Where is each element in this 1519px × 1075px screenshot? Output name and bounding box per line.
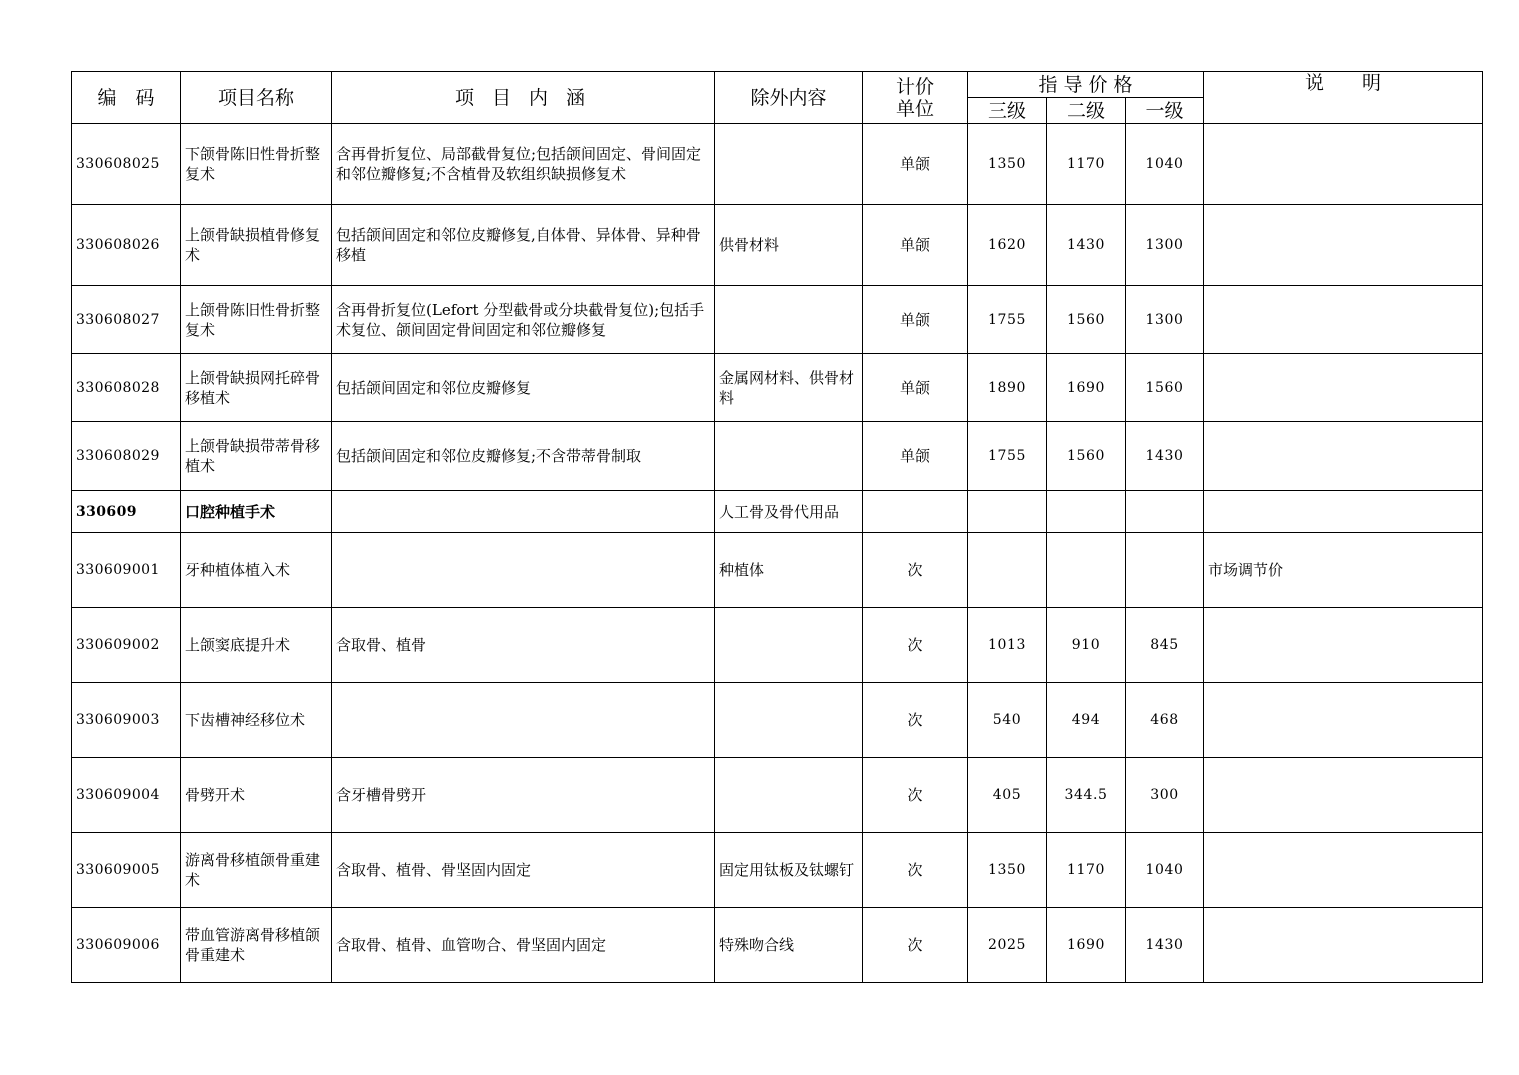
cell-price-level2: 1170 bbox=[1047, 124, 1126, 205]
cell-unit: 单颌 bbox=[863, 422, 968, 491]
cell-content: 包括颌间固定和邻位皮瓣修复 bbox=[332, 354, 715, 422]
header-note: 说 明 bbox=[1204, 72, 1483, 124]
cell-note bbox=[1204, 608, 1483, 683]
price-table bbox=[71, 71, 1483, 983]
cell-note bbox=[1204, 286, 1483, 354]
header-level3: 三级 bbox=[968, 98, 1047, 124]
cell-excluded bbox=[715, 422, 863, 491]
cell-excluded bbox=[715, 286, 863, 354]
cell-note bbox=[1204, 205, 1483, 286]
cell-unit: 次 bbox=[863, 908, 968, 983]
cell-name: 下齿槽神经移位术 bbox=[181, 683, 332, 758]
cell-name: 上颌骨缺损带蒂骨移植术 bbox=[181, 422, 332, 491]
cell-excluded: 固定用钛板及钛螺钉 bbox=[715, 833, 863, 908]
cell-unit: 单颌 bbox=[863, 124, 968, 205]
table-row bbox=[72, 833, 1483, 908]
cell-unit: 次 bbox=[863, 608, 968, 683]
table-row bbox=[72, 608, 1483, 683]
cell-code: 330609006 bbox=[72, 908, 181, 983]
cell-note bbox=[1204, 354, 1483, 422]
table-row bbox=[72, 286, 1483, 354]
cell-content bbox=[332, 491, 715, 533]
cell-price-level1: 1300 bbox=[1126, 286, 1204, 354]
cell-excluded: 种植体 bbox=[715, 533, 863, 608]
cell-code: 330609 bbox=[72, 491, 181, 533]
price-table-page bbox=[71, 71, 1483, 983]
cell-code: 330608027 bbox=[72, 286, 181, 354]
cell-note bbox=[1204, 908, 1483, 983]
cell-price-level1 bbox=[1126, 533, 1204, 608]
table-row bbox=[72, 354, 1483, 422]
cell-price-level2: 1560 bbox=[1047, 422, 1126, 491]
header-level1: 一级 bbox=[1126, 98, 1204, 124]
cell-price-level2: 494 bbox=[1047, 683, 1126, 758]
cell-price-level3: 405 bbox=[968, 758, 1047, 833]
cell-name: 骨劈开术 bbox=[181, 758, 332, 833]
cell-excluded bbox=[715, 608, 863, 683]
header-name: 项目名称 bbox=[181, 72, 332, 124]
cell-price-level1: 1040 bbox=[1126, 124, 1204, 205]
cell-price-level2: 344.5 bbox=[1047, 758, 1126, 833]
cell-note bbox=[1204, 422, 1483, 491]
cell-note: 市场调节价 bbox=[1204, 533, 1483, 608]
header-code: 编 码 bbox=[72, 72, 181, 124]
cell-excluded bbox=[715, 124, 863, 205]
cell-price-level3: 1350 bbox=[968, 124, 1047, 205]
cell-price-level1: 1560 bbox=[1126, 354, 1204, 422]
cell-code: 330608029 bbox=[72, 422, 181, 491]
cell-note bbox=[1204, 683, 1483, 758]
cell-note bbox=[1204, 124, 1483, 205]
cell-unit: 次 bbox=[863, 833, 968, 908]
cell-price-level2 bbox=[1047, 533, 1126, 608]
cell-unit: 次 bbox=[863, 758, 968, 833]
cell-excluded: 供骨材料 bbox=[715, 205, 863, 286]
cell-price-level1: 1040 bbox=[1126, 833, 1204, 908]
cell-excluded bbox=[715, 683, 863, 758]
cell-content bbox=[332, 533, 715, 608]
cell-price-level3: 540 bbox=[968, 683, 1047, 758]
cell-code: 330609005 bbox=[72, 833, 181, 908]
cell-price-level1 bbox=[1126, 491, 1204, 533]
cell-price-level3 bbox=[968, 533, 1047, 608]
cell-price-level1: 1430 bbox=[1126, 908, 1204, 983]
cell-unit: 次 bbox=[863, 683, 968, 758]
cell-note bbox=[1204, 833, 1483, 908]
cell-price-level3: 1620 bbox=[968, 205, 1047, 286]
header-excluded: 除外内容 bbox=[715, 72, 863, 124]
cell-code: 330608025 bbox=[72, 124, 181, 205]
cell-name: 下颌骨陈旧性骨折整复术 bbox=[181, 124, 332, 205]
cell-name: 上颌窦底提升术 bbox=[181, 608, 332, 683]
table-row bbox=[72, 683, 1483, 758]
cell-code: 330609003 bbox=[72, 683, 181, 758]
table-row bbox=[72, 533, 1483, 608]
header-unit: 计价 单位 bbox=[863, 72, 968, 124]
table-row bbox=[72, 422, 1483, 491]
header-guide-price: 指 导 价 格 bbox=[968, 72, 1204, 98]
cell-price-level3: 1755 bbox=[968, 286, 1047, 354]
cell-price-level3: 2025 bbox=[968, 908, 1047, 983]
cell-code: 330609001 bbox=[72, 533, 181, 608]
cell-name: 上颌骨陈旧性骨折整复术 bbox=[181, 286, 332, 354]
cell-price-level1: 845 bbox=[1126, 608, 1204, 683]
cell-unit: 次 bbox=[863, 533, 968, 608]
cell-content: 含取骨、植骨、血管吻合、骨坚固内固定 bbox=[332, 908, 715, 983]
cell-content bbox=[332, 683, 715, 758]
table-row bbox=[72, 124, 1483, 205]
cell-excluded: 金属网材料、供骨材料 bbox=[715, 354, 863, 422]
cell-code: 330608026 bbox=[72, 205, 181, 286]
cell-price-level2: 1430 bbox=[1047, 205, 1126, 286]
cell-unit: 单颌 bbox=[863, 205, 968, 286]
cell-content: 含牙槽骨劈开 bbox=[332, 758, 715, 833]
cell-name: 上颌骨缺损网托碎骨移植术 bbox=[181, 354, 332, 422]
cell-price-level1: 1430 bbox=[1126, 422, 1204, 491]
cell-price-level3 bbox=[968, 491, 1047, 533]
table-row bbox=[72, 908, 1483, 983]
cell-price-level2: 1690 bbox=[1047, 908, 1126, 983]
cell-price-level1: 1300 bbox=[1126, 205, 1204, 286]
cell-code: 330609004 bbox=[72, 758, 181, 833]
table-group-row bbox=[72, 491, 1483, 533]
cell-content: 包括颌间固定和邻位皮瓣修复,自体骨、异体骨、异种骨移植 bbox=[332, 205, 715, 286]
cell-name: 口腔种植手术 bbox=[181, 491, 332, 533]
cell-excluded: 人工骨及骨代用品 bbox=[715, 491, 863, 533]
cell-unit: 单颌 bbox=[863, 354, 968, 422]
header-level2: 二级 bbox=[1047, 98, 1126, 124]
cell-price-level3: 1890 bbox=[968, 354, 1047, 422]
cell-price-level2: 1560 bbox=[1047, 286, 1126, 354]
cell-price-level1: 300 bbox=[1126, 758, 1204, 833]
cell-price-level2: 1170 bbox=[1047, 833, 1126, 908]
cell-unit bbox=[863, 491, 968, 533]
cell-unit: 单颌 bbox=[863, 286, 968, 354]
cell-name: 牙种植体植入术 bbox=[181, 533, 332, 608]
cell-price-level2: 1690 bbox=[1047, 354, 1126, 422]
cell-content: 含再骨折复位(Lefort 分型截骨或分块截骨复位);包括手术复位、颌间固定骨间固定和邻位瓣修复 bbox=[332, 286, 715, 354]
cell-price-level3: 1013 bbox=[968, 608, 1047, 683]
cell-code: 330609002 bbox=[72, 608, 181, 683]
table-row bbox=[72, 758, 1483, 833]
cell-name: 带血管游离骨移植颌骨重建术 bbox=[181, 908, 332, 983]
table-row bbox=[72, 205, 1483, 286]
cell-note bbox=[1204, 758, 1483, 833]
cell-code: 330608028 bbox=[72, 354, 181, 422]
cell-content: 包括颌间固定和邻位皮瓣修复;不含带蒂骨制取 bbox=[332, 422, 715, 491]
cell-name: 游离骨移植颌骨重建术 bbox=[181, 833, 332, 908]
table-body bbox=[72, 124, 1483, 983]
cell-excluded bbox=[715, 758, 863, 833]
cell-price-level2: 910 bbox=[1047, 608, 1126, 683]
table-header bbox=[72, 72, 1483, 124]
header-content: 项 目 内 涵 bbox=[332, 72, 715, 124]
cell-content: 含取骨、植骨、骨坚固内固定 bbox=[332, 833, 715, 908]
cell-excluded: 特殊吻合线 bbox=[715, 908, 863, 983]
cell-content: 含取骨、植骨 bbox=[332, 608, 715, 683]
cell-price-level1: 468 bbox=[1126, 683, 1204, 758]
cell-name: 上颌骨缺损植骨修复术 bbox=[181, 205, 332, 286]
cell-price-level2 bbox=[1047, 491, 1126, 533]
cell-price-level3: 1350 bbox=[968, 833, 1047, 908]
cell-content: 含再骨折复位、局部截骨复位;包括颌间固定、骨间固定和邻位瓣修复;不含植骨及软组织缺损修复术 bbox=[332, 124, 715, 205]
cell-price-level3: 1755 bbox=[968, 422, 1047, 491]
cell-note bbox=[1204, 491, 1483, 533]
